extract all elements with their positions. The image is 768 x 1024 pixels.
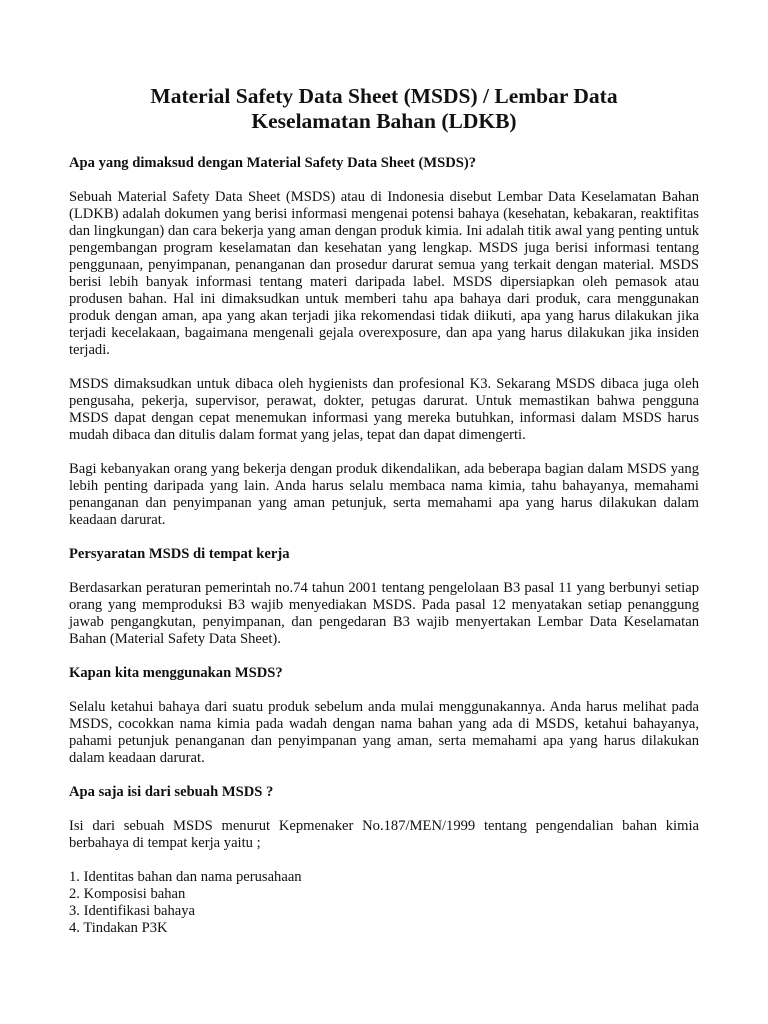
- paragraph: Bagi kebanyakan orang yang bekerja dengan produk dikendalikan, ada beberapa bagian dalam MSDS yang lebih penting daripada yang lain. Anda harus selalu membaca nama kimia, tahu bahayanya, memahami penanganan dan penyimpanan yang aman petunjuk, serta memahami apa yang harus dilakukan dalam keadaan darurat.: [69, 461, 699, 528]
- paragraph: MSDS dimaksudkan untuk dibaca oleh hygienists dan profesional K3. Sekarang MSDS dibaca juga oleh pengusaha, pekerja, supervisor, perawat, dokter, petugas darurat. Untuk memastikan bahwa pengguna MSDS dapat dengan cepat menemukan informasi yang mereka butuhkan, informasi dalam MSDS harus mudah dibaca dan ditulis dalam format yang jelas, tepat dan dapat dimengerti.: [69, 376, 699, 443]
- section-contents: [69, 784, 699, 937]
- section-definition: [69, 155, 699, 529]
- section-heading: Kapan kita menggunakan MSDS?: [69, 665, 283, 681]
- section-requirements: [69, 546, 699, 648]
- list-item: 2. Komposisi bahan: [69, 886, 186, 902]
- section-heading: Apa saja isi dari sebuah MSDS ?: [69, 784, 274, 800]
- title-line-1: Material Safety Data Sheet (MSDS) / Lembar Data: [150, 84, 618, 108]
- paragraph: Berdasarkan peraturan pemerintah no.74 tahun 2001 tentang pengelolaan B3 pasal 11 yang berbunyi setiap orang yang memproduksi B3 wajib menyediakan MSDS. Pada pasal 12 menyatakan setiap penanggung jawab pengangkutan, penyimpanan, dan pengedaran B3 wajib menyertakan Lembar Data Keselamatan Bahan (Material Safety Data Sheet).: [69, 580, 699, 647]
- msds-contents-list: [69, 869, 699, 937]
- section-when-to-use: [69, 665, 699, 767]
- section-heading: Apa yang dimaksud dengan Material Safety Data Sheet (MSDS)?: [69, 155, 477, 171]
- paragraph: Sebuah Material Safety Data Sheet (MSDS) atau di Indonesia disebut Lembar Data Keselamatan Bahan (LDKB) adalah dokumen yang berisi informasi mengenai potensi bahaya (kesehatan, kebakaran, reaktifitas dan lingkungan) dan cara bekerja yang aman dengan produk kimia. Ini adalah titik awal yang penting untuk pengembangan program keselamatan dan kesehatan yang lengkap. MSDS juga berisi informasi tentang penggunaan, penyimpanan, penanganan dan prosedur darurat semua yang terkait dengan material. MSDS berisi lebih banyak informasi tentang materi daripada label. MSDS dipersiapkan oleh pemasok atau produsen bahan. Hal ini dimaksudkan untuk memberi tahu apa bahaya dari produk, cara menggunakan produk dengan aman, apa yang akan terjadi jika rekomendasi tidak diikuti, apa yang harus dilakukan jika terjadi kecelakaan, bagaimana mengenali gejala overexposure, dan apa yang harus dilakukan jika insiden terjadi.: [69, 189, 699, 358]
- list-item: 3. Identifikasi bahaya: [69, 903, 196, 919]
- section-heading: Persyaratan MSDS di tempat kerja: [69, 546, 290, 562]
- list-item: 4. Tindakan P3K: [69, 920, 168, 936]
- paragraph: Selalu ketahui bahaya dari suatu produk sebelum anda mulai menggunakannya. Anda harus melihat pada MSDS, cocokkan nama kimia pada wadah dengan nama bahan yang ada di MSDS, ketahui bahayanya, pahami petunjuk penanganan dan penyimpanan yang aman, serta memahami apa yang harus dilakukan dalam keadaan darurat.: [69, 699, 699, 766]
- list-item: 1. Identitas bahan dan nama perusahaan: [69, 869, 302, 885]
- document-title: [69, 84, 699, 134]
- paragraph: Isi dari sebuah MSDS menurut Kepmenaker No.187/MEN/1999 tentang pengendalian bahan kimia berbahaya di tempat kerja yaitu ;: [69, 818, 699, 851]
- title-line-2: Keselamatan Bahan (LDKB): [251, 109, 517, 133]
- document-body: [69, 84, 699, 937]
